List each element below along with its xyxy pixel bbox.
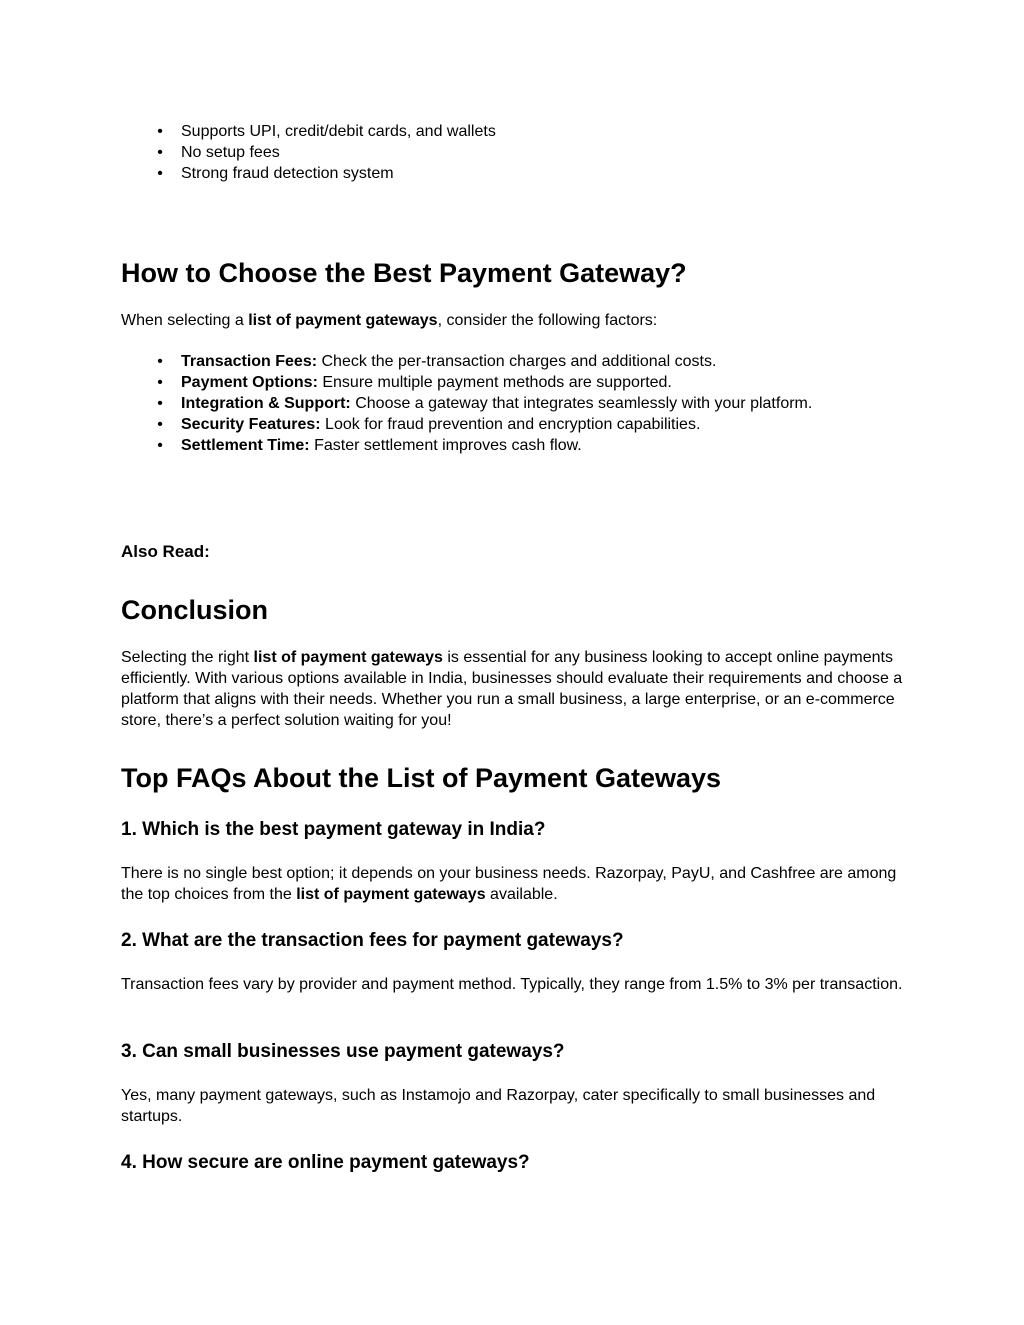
factor-label: Settlement Time:	[181, 437, 310, 454]
list-item	[121, 372, 911, 393]
faq-question: 3. Can small businesses use payment gateways?	[121, 1041, 565, 1062]
bullet-icon: •	[157, 374, 163, 391]
list-item-text: Supports UPI, credit/debit cards, and wallets	[181, 123, 496, 140]
bullet-icon: •	[157, 353, 163, 370]
faq-question: 1. Which is the best payment gateway in India?	[121, 819, 546, 840]
conclusion-post: is essential for any business looking to accept online payments efficiently. With various options available in India, businesses should evaluate their requirements and choose a platform that aligns with their needs. Whether you run a small business, a large enterprise, or an e-commerce store, there’s a perfect solution waiting for you!	[121, 649, 903, 729]
list-item	[121, 142, 911, 163]
faq-answer-pre: Transaction fees vary by provider and payment method. Typically, they range from 1.5% to 3% per transaction.	[121, 976, 903, 993]
factor-text: Ensure multiple payment methods are supported.	[317, 374, 672, 391]
factor-text: Faster settlement improves cash flow.	[309, 437, 582, 454]
list-item	[121, 393, 911, 414]
factor-label: Payment Options:	[181, 374, 318, 391]
conclusion-paragraph	[121, 647, 911, 731]
faqs-heading: Top FAQs About the List of Payment Gateways	[121, 763, 722, 793]
factor-label: Integration & Support:	[181, 395, 351, 412]
also-read-label: Also Read:	[121, 542, 210, 561]
factor-text: Choose a gateway that integrates seamlessly with your platform.	[350, 395, 813, 412]
list-item-text: No setup fees	[181, 144, 280, 161]
factor-label: Transaction Fees:	[181, 353, 318, 370]
factor-text: Check the per-transaction charges and additional costs.	[317, 353, 717, 370]
faq-answer-pre: There is no single best option; it depends on your business needs. Razorpay, PayU, and Cashfree are among the top choices from the	[121, 865, 897, 903]
faq-answer	[121, 974, 911, 995]
list-item	[121, 121, 911, 142]
bullet-icon: •	[157, 165, 163, 182]
faq-answer-pre: Yes, many payment gateways, such as Instamojo and Razorpay, cater specifically to small businesses and startups.	[121, 1087, 876, 1125]
list-item	[121, 163, 911, 184]
factor-text: Look for fraud prevention and encryption capabilities.	[320, 416, 701, 433]
bullet-icon: •	[157, 144, 163, 161]
choose-heading: How to Choose the Best Payment Gateway?	[121, 258, 687, 288]
choose-intro	[121, 310, 911, 331]
faq-question: 4. How secure are online payment gateways?	[121, 1152, 530, 1173]
faq-answer	[121, 863, 911, 905]
faq-answer	[121, 1085, 911, 1127]
factors-list	[121, 351, 911, 456]
list-item-text: Strong fraud detection system	[181, 165, 394, 182]
list-item	[121, 351, 911, 372]
conclusion-bold: list of payment gateways	[253, 649, 443, 666]
bullet-icon: •	[157, 123, 163, 140]
bullet-icon: •	[157, 395, 163, 412]
faq-question: 2. What are the transaction fees for payment gateways?	[121, 930, 624, 951]
conclusion-heading: Conclusion	[121, 595, 268, 625]
faq-answer-post: available.	[485, 886, 558, 903]
conclusion-pre: Selecting the right	[121, 649, 254, 666]
features-list	[121, 121, 911, 184]
list-item	[121, 414, 911, 435]
factor-label: Security Features:	[181, 416, 321, 433]
list-item	[121, 435, 911, 456]
bullet-icon: •	[157, 437, 163, 454]
choose-intro-post: , consider the following factors:	[437, 312, 658, 329]
bullet-icon: •	[157, 416, 163, 433]
choose-intro-bold: list of payment gateways	[248, 312, 438, 329]
faq-answer-bold: list of payment gateways	[296, 886, 486, 903]
choose-intro-pre: When selecting a	[121, 312, 249, 329]
